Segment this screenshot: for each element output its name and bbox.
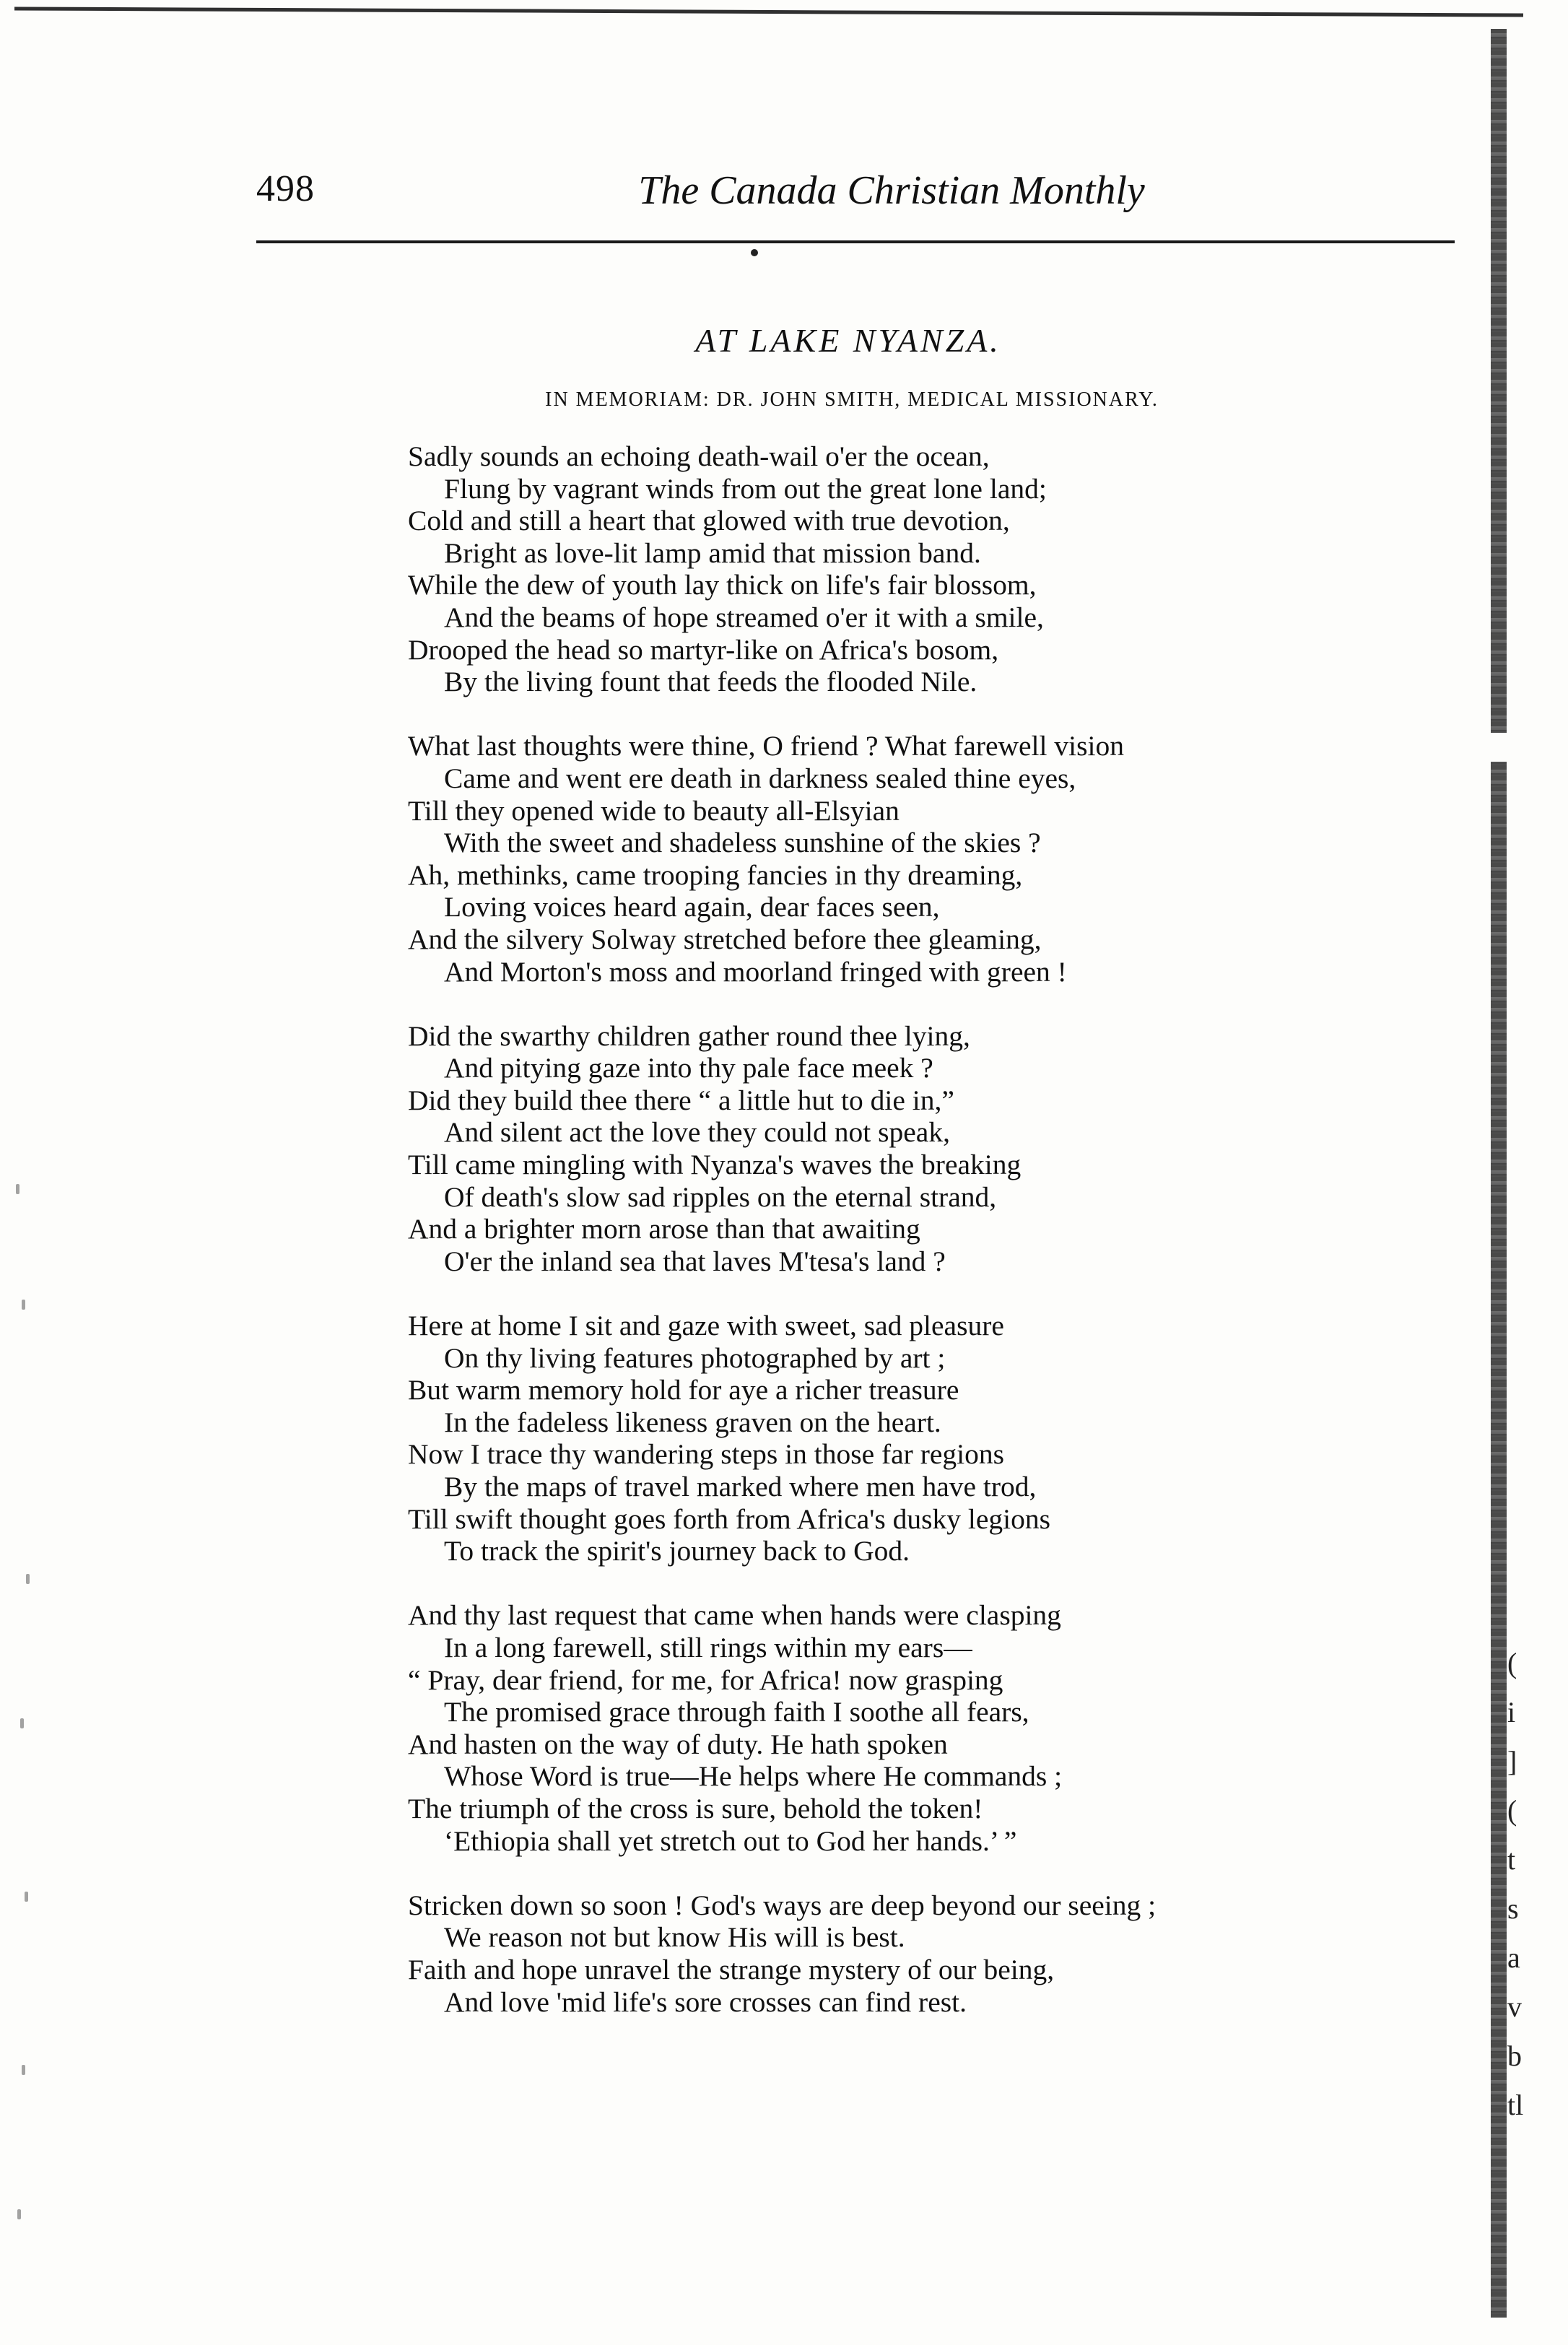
- stanza: [408, 1889, 1447, 2018]
- fragment: (: [1507, 1647, 1517, 1679]
- margin-speck: [20, 1718, 24, 1728]
- fragment: (: [1507, 1794, 1517, 1827]
- fragment: b: [1507, 2040, 1522, 2072]
- poem-line: The promised grace through faith I soothe all fears,: [444, 1696, 1029, 1728]
- poem-line: O'er the inland sea that laves M'tesa's land ?: [444, 1245, 946, 1277]
- poem-line: Till came mingling with Nyanza's waves the breaking: [408, 1149, 1022, 1181]
- poem-line: Did the swarthy children gather round thee lying,: [408, 1019, 970, 1052]
- margin-speck: [22, 1300, 25, 1310]
- poem-line: Whose Word is true—He helps where He commands ;: [444, 1760, 1063, 1793]
- header-rule: [256, 240, 1455, 243]
- poem-line: Till they opened wide to beauty all-Elsyian: [408, 794, 900, 827]
- poem-line: In the fadeless likeness graven on the heart.: [444, 1406, 941, 1438]
- binding-gap: [1487, 733, 1509, 762]
- poem-line: And pitying gaze into thy pale face meek ?: [444, 1052, 933, 1084]
- poem-line: Did they build thee there “ a little hut to die in,”: [408, 1084, 954, 1116]
- poem-line: And the beams of hope streamed o'er it with a smile,: [444, 601, 1044, 633]
- running-header: [256, 168, 1455, 225]
- binding-strip: [1491, 29, 1507, 2318]
- poem-line: “ Pray, dear friend, for me, for Africa! now grasping: [408, 1663, 1003, 1696]
- margin-speck: [17, 2209, 21, 2219]
- page-number: 498: [256, 168, 315, 209]
- poem-line: And thy last request that came when hands were clasping: [408, 1599, 1061, 1632]
- poem-line: On thy living features photographed by art ;: [444, 1341, 946, 1374]
- next-page-fragments: [1507, 1639, 1551, 2130]
- poem-title: AT LAKE NYANZA.: [695, 322, 1001, 359]
- poem-line: While the dew of youth lay thick on life's fair blossom,: [408, 569, 1037, 601]
- fragment: ]: [1507, 1745, 1517, 1778]
- running-title: The Canada Christian Monthly: [638, 168, 1145, 213]
- fragment: t: [1507, 1843, 1516, 1876]
- poem-line: Now I trace thy wandering steps in those far regions: [408, 1438, 1004, 1471]
- poem-line: Bright as love-lit lamp amid that mission band.: [444, 536, 981, 569]
- margin-speck: [26, 1574, 30, 1584]
- poem-line: In a long farewell, still rings within my ears—: [444, 1631, 972, 1663]
- poem-line: Sadly sounds an echoing death-wail o'er the ocean,: [408, 440, 990, 472]
- margin-speck: [22, 2065, 25, 2075]
- stanza: [408, 730, 1447, 988]
- poem-line: And hasten on the way of duty. He hath spoken: [408, 1728, 948, 1760]
- margin-speck: [25, 1892, 28, 1902]
- fragment: v: [1507, 1991, 1522, 2023]
- page-top-edge: [14, 6, 1523, 24]
- margin-speck: [16, 1184, 19, 1194]
- poem-line: Till swift thought goes forth from Africa's dusky legions: [408, 1502, 1050, 1535]
- fragment: i: [1507, 1696, 1516, 1728]
- poem-line: Loving voices heard again, dear faces seen,: [444, 891, 940, 923]
- poem-line: By the living fount that feeds the flooded Nile.: [444, 666, 977, 698]
- poem-line: By the maps of travel marked where men have trod,: [444, 1471, 1037, 1502]
- poem-body: [408, 440, 1447, 2050]
- fragment: s: [1507, 1892, 1519, 1925]
- poem-line: Came and went ere death in darkness sealed thine eyes,: [444, 762, 1076, 794]
- poem-line: And a brighter morn arose than that awaiting: [408, 1213, 920, 1245]
- poem-line: Stricken down so soon ! God's ways are deep beyond our seeing ;: [408, 1889, 1157, 1921]
- stanza: [408, 1599, 1447, 1857]
- poem-line: Flung by vagrant winds from out the great lone land;: [444, 472, 1047, 505]
- poem-line: And the silvery Solway stretched before thee gleaming,: [408, 923, 1042, 955]
- poem-line: Cold and still a heart that glowed with true devotion,: [408, 505, 1010, 537]
- poem-subtitle: IN MEMORIAM: DR. JOHN SMITH, MEDICAL MISSIONARY.: [545, 388, 1159, 411]
- poem-line: And love 'mid life's sore crosses can find rest.: [444, 1985, 967, 2018]
- poem-line: We reason not but know His will is best.: [444, 1921, 905, 1954]
- fragment: tl: [1507, 2089, 1524, 2121]
- poem-line: What last thoughts were thine, O friend ? What farewell vision: [408, 730, 1124, 762]
- poem-line: Faith and hope unravel the strange mystery of our being,: [408, 1953, 1055, 1985]
- poem-line: To track the spirit's journey back to God.: [444, 1535, 910, 1567]
- poem-line: ‘Ethiopia shall yet stretch out to God her hands.’ ”: [444, 1824, 1017, 1857]
- poem-line: The triumph of the cross is sure, behold the token!: [408, 1792, 983, 1824]
- stanza: [408, 1310, 1447, 1567]
- poem-line: With the sweet and shadeless sunshine of the skies ?: [444, 827, 1041, 859]
- stanza: [408, 1020, 1447, 1278]
- stanza: [408, 440, 1447, 698]
- poem-line: Of death's slow sad ripples on the eternal strand,: [444, 1180, 997, 1213]
- poem-line: And Morton's moss and moorland fringed with green !: [444, 955, 1067, 988]
- header-ornament: [751, 249, 758, 256]
- fragment: a: [1507, 1941, 1520, 1974]
- poem-line: Drooped the head so martyr-like on Africa's bosom,: [408, 633, 999, 666]
- poem-line: But warm memory hold for aye a richer treasure: [408, 1374, 959, 1406]
- poem-line: And silent act the love they could not speak,: [444, 1116, 950, 1149]
- poem-line: Here at home I sit and gaze with sweet, sad pleasure: [408, 1310, 1004, 1342]
- poem-line: Ah, methinks, came trooping fancies in thy dreaming,: [408, 858, 1023, 891]
